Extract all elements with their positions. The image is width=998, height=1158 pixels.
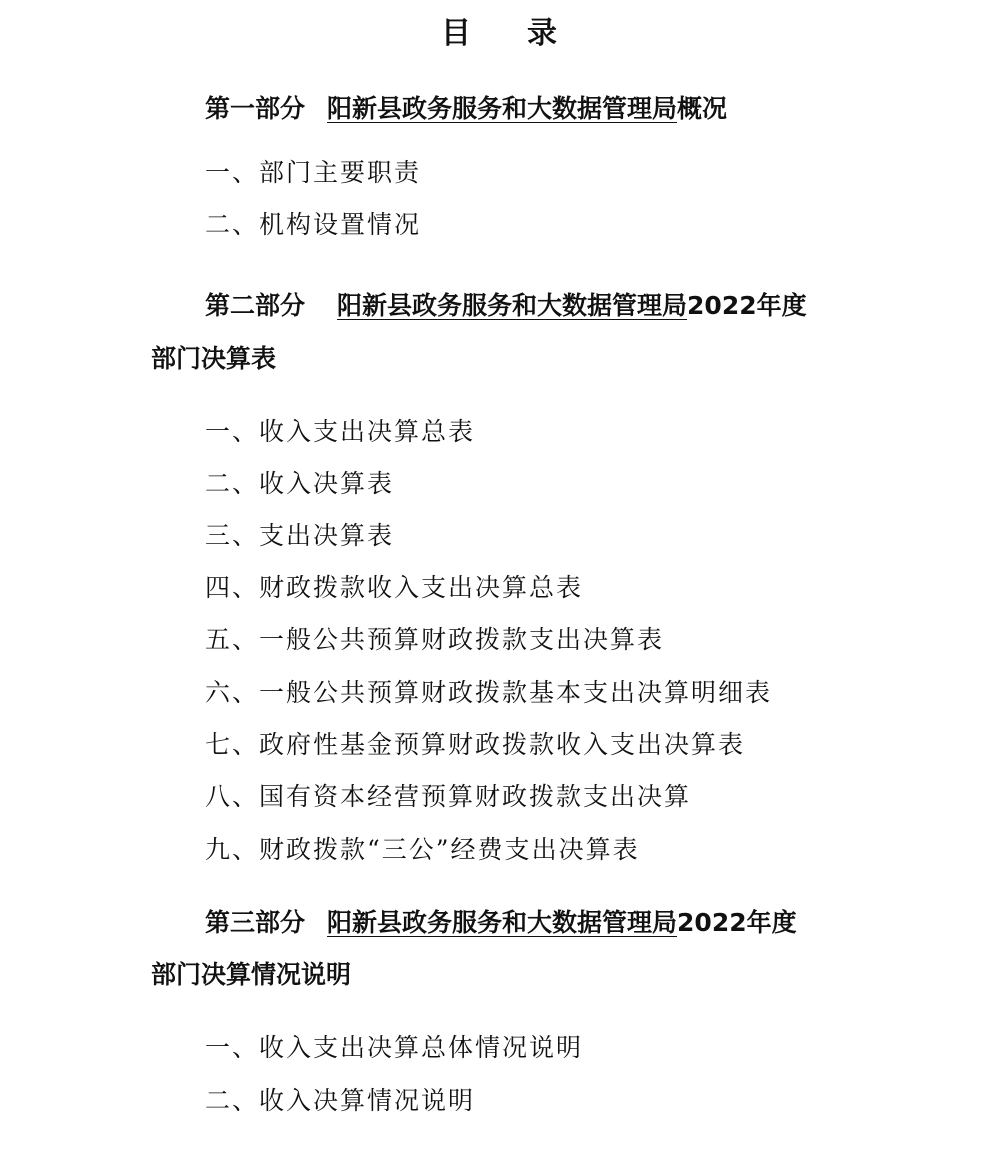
part-3-label: 第三部分 <box>205 908 306 937</box>
part-3-item-2: 二、收入决算情况说明 <box>205 1086 476 1115</box>
part-1-suffix: 概况 <box>677 94 728 123</box>
part-1-item-1: 一、部门主要职责 <box>205 158 422 187</box>
part-2-item-1: 一、收入支出决算总表 <box>205 417 476 446</box>
part-3-heading <box>205 905 797 941</box>
part-1-heading <box>205 91 727 127</box>
part-1-name: 阳新县政务服务和大数据管理局 <box>327 94 678 123</box>
part-2-suffix: 2022年度 <box>687 291 807 320</box>
part-1-label: 第一部分 <box>205 94 306 123</box>
part-2-item-7: 七、政府性基金预算财政拨款收入支出决算表 <box>205 730 746 759</box>
part-3-heading-continuation: 部门决算情况说明 <box>151 960 352 989</box>
part-1-item-2: 二、机构设置情况 <box>205 210 422 239</box>
part-2-item-5: 五、一般公共预算财政拨款支出决算表 <box>205 625 665 654</box>
part-2-heading <box>205 288 807 324</box>
part-2-name: 阳新县政务服务和大数据管理局 <box>337 291 688 320</box>
part-2-heading-continuation: 部门决算表 <box>151 344 277 373</box>
part-3-item-1: 一、收入支出决算总体情况说明 <box>205 1033 584 1062</box>
part-3-name: 阳新县政务服务和大数据管理局 <box>327 908 678 937</box>
part-2-item-4: 四、财政拨款收入支出决算总表 <box>205 573 584 602</box>
part-2-item-2: 二、收入决算表 <box>205 469 395 498</box>
part-3-suffix: 2022年度 <box>677 908 797 937</box>
part-2-item-9: 九、财政拨款“三公”经费支出决算表 <box>205 835 640 864</box>
part-2-item-8: 八、国有资本经营预算财政拨款支出决算 <box>205 782 692 811</box>
part-2-label: 第二部分 <box>205 291 306 320</box>
part-2-item-6: 六、一般公共预算财政拨款基本支出决算明细表 <box>205 678 773 707</box>
part-2-item-3: 三、支出决算表 <box>205 521 395 550</box>
page-title: 目录 <box>441 16 613 51</box>
